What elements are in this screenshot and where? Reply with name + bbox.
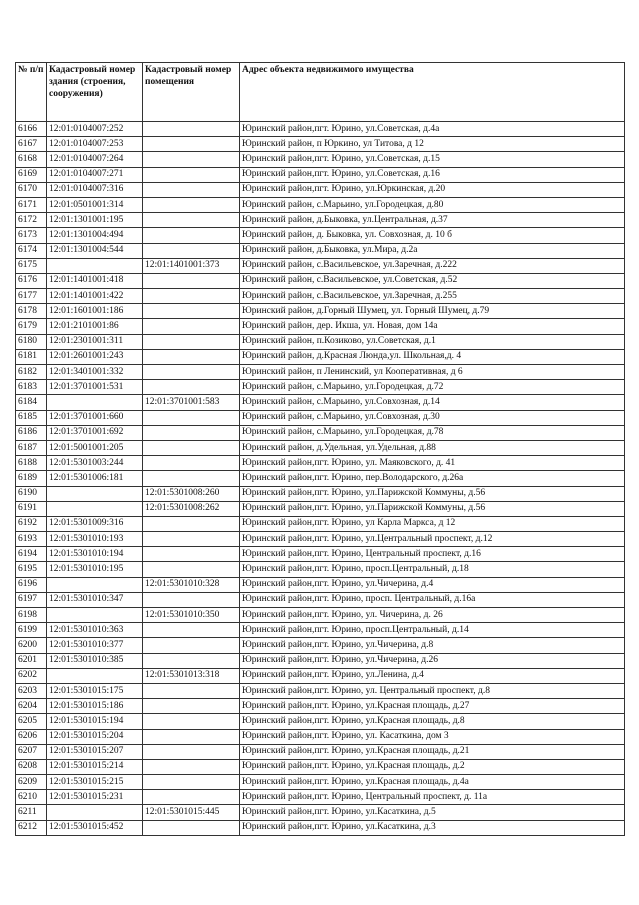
building-cadastral-number: 12:01:5301010:347 — [47, 592, 143, 607]
row-number: 6201 — [16, 653, 47, 668]
row-number: 6209 — [16, 775, 47, 790]
premises-cadastral-number: 12:01:3701001:583 — [143, 395, 240, 410]
address: Юринский район, дер. Икша, ул. Новая, дом 14а — [240, 319, 625, 334]
building-cadastral-number — [47, 805, 143, 820]
table-row — [16, 213, 625, 228]
building-cadastral-number: 12:01:3701001:660 — [47, 410, 143, 425]
table-row — [16, 532, 625, 547]
address: Юринский район,пгт. Юрино, ул.Юркинская, д.20 — [240, 182, 625, 197]
row-number: 6204 — [16, 699, 47, 714]
premises-cadastral-number — [143, 152, 240, 167]
row-number: 6185 — [16, 410, 47, 425]
address: Юринский район,пгт. Юрино, ул.Чичерина, д.4 — [240, 577, 625, 592]
table-row — [16, 486, 625, 501]
address: Юринский район,пгт. Юрино, ул.Красная площадь, д.21 — [240, 744, 625, 759]
row-number: 6211 — [16, 805, 47, 820]
address: Юринский район,пгт. Юрино, ул.Центральный проспект, д.12 — [240, 532, 625, 547]
premises-cadastral-number: 12:01:5301008:262 — [143, 501, 240, 516]
premises-cadastral-number — [143, 456, 240, 471]
address: Юринский район, п.Козиково, ул.Советская, д.1 — [240, 334, 625, 349]
table-row — [16, 516, 625, 531]
premises-cadastral-number — [143, 228, 240, 243]
premises-cadastral-number: 12:01:5301008:260 — [143, 486, 240, 501]
premises-cadastral-number: 12:01:1401001:373 — [143, 258, 240, 273]
row-number: 6189 — [16, 471, 47, 486]
premises-cadastral-number: 12:01:5301010:328 — [143, 577, 240, 592]
address: Юринский район,пгт. Юрино, ул.Красная площадь, д.4а — [240, 775, 625, 790]
address: Юринский район,пгт. Юрино, Центральный проспект, д. 11а — [240, 790, 625, 805]
row-number: 6210 — [16, 790, 47, 805]
building-cadastral-number: 12:01:5301003:244 — [47, 456, 143, 471]
address: Юринский район, д.Красная Люнда,ул. Школьная,д. 4 — [240, 349, 625, 364]
premises-cadastral-number — [143, 122, 240, 137]
table-row — [16, 608, 625, 623]
premises-cadastral-number — [143, 365, 240, 380]
premises-cadastral-number — [143, 349, 240, 364]
building-cadastral-number: 12:01:5301009:316 — [47, 516, 143, 531]
table-row — [16, 699, 625, 714]
row-number: 6193 — [16, 532, 47, 547]
building-cadastral-number: 12:01:1301004:494 — [47, 228, 143, 243]
row-number: 6199 — [16, 623, 47, 638]
table-row — [16, 167, 625, 182]
premises-cadastral-number — [143, 699, 240, 714]
header-address: Адрес объекта недвижимого имущества — [240, 63, 625, 122]
table-row — [16, 349, 625, 364]
premises-cadastral-number — [143, 273, 240, 288]
address: Юринский район,пгт. Юрино, Центральный проспект, д.16 — [240, 547, 625, 562]
row-number: 6191 — [16, 501, 47, 516]
table-row — [16, 258, 625, 273]
table-row — [16, 380, 625, 395]
row-number: 6184 — [16, 395, 47, 410]
address: Юринский район, п Юркино, ул Титова, д 12 — [240, 137, 625, 152]
address: Юринский район,пгт. Юрино, просп. Центральный, д.16а — [240, 592, 625, 607]
address: Юринский район, д.Быковка, ул.Мира, д.2а — [240, 243, 625, 258]
premises-cadastral-number — [143, 197, 240, 212]
table-row — [16, 289, 625, 304]
building-cadastral-number: 12:01:5301015:231 — [47, 790, 143, 805]
address: Юринский район, д.Горный Шумец, ул. Горный Шумец, д.79 — [240, 304, 625, 319]
table-row — [16, 395, 625, 410]
address: Юринский район,пгт. Юрино, ул. Центральный проспект, д.8 — [240, 683, 625, 698]
building-cadastral-number: 12:01:5301006:181 — [47, 471, 143, 486]
row-number: 6197 — [16, 592, 47, 607]
premises-cadastral-number — [143, 820, 240, 835]
table-row — [16, 243, 625, 258]
building-cadastral-number: 12:01:5301010:195 — [47, 562, 143, 577]
table-row — [16, 714, 625, 729]
address: Юринский район,пгт. Юрино, ул.Советская, д.4а — [240, 122, 625, 137]
row-number: 6180 — [16, 334, 47, 349]
premises-cadastral-number — [143, 440, 240, 455]
address: Юринский район, с.Васильевское, ул.Заречная, д.255 — [240, 289, 625, 304]
address: Юринский район, с.Марьино, ул.Городецкая, д.78 — [240, 425, 625, 440]
building-cadastral-number — [47, 668, 143, 683]
building-cadastral-number: 12:01:5301015:194 — [47, 714, 143, 729]
premises-cadastral-number — [143, 213, 240, 228]
property-table — [15, 62, 625, 836]
row-number: 6166 — [16, 122, 47, 137]
row-number: 6168 — [16, 152, 47, 167]
building-cadastral-number — [47, 608, 143, 623]
premises-cadastral-number — [143, 547, 240, 562]
table-row — [16, 744, 625, 759]
address: Юринский район,пгт. Юрино, ул.Касаткина, д.3 — [240, 820, 625, 835]
building-cadastral-number: 12:01:0104007:316 — [47, 182, 143, 197]
premises-cadastral-number: 12:01:5301010:350 — [143, 608, 240, 623]
address: Юринский район,пгт. Юрино, ул.Ленина, д.4 — [240, 668, 625, 683]
building-cadastral-number: 12:01:5301015:175 — [47, 683, 143, 698]
address: Юринский район,пгт. Юрино, ул. Чичерина, д. 26 — [240, 608, 625, 623]
building-cadastral-number: 12:01:1601001:186 — [47, 304, 143, 319]
address: Юринский район, п Ленинский, ул Кооперативная, д 6 — [240, 365, 625, 380]
table-row — [16, 365, 625, 380]
row-number: 6198 — [16, 608, 47, 623]
row-number: 6173 — [16, 228, 47, 243]
table-row — [16, 182, 625, 197]
row-number: 6171 — [16, 197, 47, 212]
premises-cadastral-number — [143, 790, 240, 805]
row-number: 6203 — [16, 683, 47, 698]
building-cadastral-number: 12:01:5301015:207 — [47, 744, 143, 759]
table-row — [16, 547, 625, 562]
table-row — [16, 440, 625, 455]
row-number: 6186 — [16, 425, 47, 440]
address: Юринский район,пгт. Юрино, ул.Советская, д.16 — [240, 167, 625, 182]
premises-cadastral-number — [143, 137, 240, 152]
row-number: 6174 — [16, 243, 47, 258]
table-row — [16, 775, 625, 790]
row-number: 6176 — [16, 273, 47, 288]
address: Юринский район,пгт. Юрино, пер.Володарского, д.26а — [240, 471, 625, 486]
building-cadastral-number — [47, 486, 143, 501]
table-body — [16, 122, 625, 836]
address: Юринский район,пгт. Юрино, просп.Центральный, д.14 — [240, 623, 625, 638]
row-number: 6206 — [16, 729, 47, 744]
building-cadastral-number: 12:01:3701001:692 — [47, 425, 143, 440]
building-cadastral-number: 12:01:1401001:418 — [47, 273, 143, 288]
building-cadastral-number — [47, 501, 143, 516]
premises-cadastral-number — [143, 775, 240, 790]
row-number: 6205 — [16, 714, 47, 729]
table-row — [16, 425, 625, 440]
premises-cadastral-number — [143, 516, 240, 531]
row-number: 6187 — [16, 440, 47, 455]
address: Юринский район,пгт. Юрино, ул.Чичерина, д.8 — [240, 638, 625, 653]
address: Юринский район,пгт. Юрино, ул.Парижской Коммуны, д.56 — [240, 486, 625, 501]
row-number: 6207 — [16, 744, 47, 759]
table-row — [16, 304, 625, 319]
building-cadastral-number — [47, 577, 143, 592]
premises-cadastral-number — [143, 759, 240, 774]
building-cadastral-number — [47, 258, 143, 273]
row-number: 6190 — [16, 486, 47, 501]
premises-cadastral-number — [143, 319, 240, 334]
row-number: 6170 — [16, 182, 47, 197]
address: Юринский район, с.Марьино, ул.Городецкая, д.80 — [240, 197, 625, 212]
premises-cadastral-number — [143, 289, 240, 304]
building-cadastral-number: 12:01:2301001:311 — [47, 334, 143, 349]
address: Юринский район, д.Быковка, ул.Центральная, д.37 — [240, 213, 625, 228]
premises-cadastral-number — [143, 714, 240, 729]
building-cadastral-number: 12:01:5301015:215 — [47, 775, 143, 790]
address: Юринский район,пгт. Юрино, ул.Советская, д.15 — [240, 152, 625, 167]
row-number: 6177 — [16, 289, 47, 304]
premises-cadastral-number — [143, 744, 240, 759]
table-row — [16, 562, 625, 577]
building-cadastral-number: 12:01:5301015:452 — [47, 820, 143, 835]
building-cadastral-number: 12:01:5301015:204 — [47, 729, 143, 744]
row-number: 6182 — [16, 365, 47, 380]
table-row — [16, 501, 625, 516]
row-number: 6202 — [16, 668, 47, 683]
row-number: 6194 — [16, 547, 47, 562]
row-number: 6188 — [16, 456, 47, 471]
building-cadastral-number: 12:01:0104007:264 — [47, 152, 143, 167]
row-number: 6195 — [16, 562, 47, 577]
table-row — [16, 122, 625, 137]
table-row — [16, 638, 625, 653]
row-number: 6172 — [16, 213, 47, 228]
building-cadastral-number: 12:01:0104007:252 — [47, 122, 143, 137]
building-cadastral-number: 12:01:5301015:186 — [47, 699, 143, 714]
premises-cadastral-number — [143, 410, 240, 425]
building-cadastral-number: 12:01:3401001:332 — [47, 365, 143, 380]
row-number: 6183 — [16, 380, 47, 395]
table-row — [16, 334, 625, 349]
row-number: 6169 — [16, 167, 47, 182]
premises-cadastral-number — [143, 653, 240, 668]
header-premises-cadastral: Кадастровый номер помещения — [143, 63, 240, 122]
table-row — [16, 653, 625, 668]
row-number: 6208 — [16, 759, 47, 774]
premises-cadastral-number — [143, 243, 240, 258]
building-cadastral-number: 12:01:2601001:243 — [47, 349, 143, 364]
address: Юринский район, д. Быковка, ул. Совхозная, д. 10 б — [240, 228, 625, 243]
premises-cadastral-number — [143, 304, 240, 319]
table-row — [16, 790, 625, 805]
building-cadastral-number: 12:01:3701001:531 — [47, 380, 143, 395]
row-number: 6200 — [16, 638, 47, 653]
table-row — [16, 668, 625, 683]
address: Юринский район, с.Марьино, ул.Совхозная, д.30 — [240, 410, 625, 425]
table-row — [16, 577, 625, 592]
table-row — [16, 729, 625, 744]
building-cadastral-number: 12:01:1401001:422 — [47, 289, 143, 304]
table-row — [16, 273, 625, 288]
building-cadastral-number: 12:01:5301010:385 — [47, 653, 143, 668]
premises-cadastral-number — [143, 182, 240, 197]
table-row — [16, 197, 625, 212]
address: Юринский район,пгт. Юрино, просп.Центральный, д.18 — [240, 562, 625, 577]
address: Юринский район, с.Марьино, ул.Совхозная, д.14 — [240, 395, 625, 410]
address: Юринский район, д.Удельная, ул.Удельная, д.88 — [240, 440, 625, 455]
premises-cadastral-number — [143, 425, 240, 440]
table-row — [16, 152, 625, 167]
row-number: 6192 — [16, 516, 47, 531]
table-row — [16, 319, 625, 334]
row-number: 6196 — [16, 577, 47, 592]
table-row — [16, 592, 625, 607]
building-cadastral-number: 12:01:1301004:544 — [47, 243, 143, 258]
address: Юринский район,пгт. Юрино, ул. Касаткина, дом 3 — [240, 729, 625, 744]
row-number: 6212 — [16, 820, 47, 835]
building-cadastral-number: 12:01:1301001:195 — [47, 213, 143, 228]
premises-cadastral-number: 12:01:5301015:445 — [143, 805, 240, 820]
address: Юринский район, с.Васильевское, ул.Заречная, д.222 — [240, 258, 625, 273]
header-number: № п/п — [16, 63, 47, 122]
premises-cadastral-number — [143, 167, 240, 182]
premises-cadastral-number — [143, 562, 240, 577]
table-row — [16, 820, 625, 835]
address: Юринский район,пгт. Юрино, ул.Красная площадь, д.2 — [240, 759, 625, 774]
premises-cadastral-number — [143, 380, 240, 395]
premises-cadastral-number — [143, 532, 240, 547]
building-cadastral-number: 12:01:5301010:363 — [47, 623, 143, 638]
building-cadastral-number: 12:01:5301010:194 — [47, 547, 143, 562]
table-row — [16, 623, 625, 638]
building-cadastral-number: 12:01:5301010:377 — [47, 638, 143, 653]
premises-cadastral-number — [143, 334, 240, 349]
row-number: 6181 — [16, 349, 47, 364]
row-number: 6179 — [16, 319, 47, 334]
premises-cadastral-number — [143, 623, 240, 638]
premises-cadastral-number — [143, 683, 240, 698]
table-row — [16, 759, 625, 774]
table-row — [16, 471, 625, 486]
row-number: 6175 — [16, 258, 47, 273]
premises-cadastral-number — [143, 638, 240, 653]
premises-cadastral-number — [143, 592, 240, 607]
building-cadastral-number: 12:01:2101001:86 — [47, 319, 143, 334]
building-cadastral-number — [47, 395, 143, 410]
row-number: 6167 — [16, 137, 47, 152]
address: Юринский район,пгт. Юрино, ул.Красная площадь, д.8 — [240, 714, 625, 729]
address: Юринский район,пгт. Юрино, ул.Парижской Коммуны, д.56 — [240, 501, 625, 516]
building-cadastral-number: 12:01:0104007:271 — [47, 167, 143, 182]
premises-cadastral-number — [143, 471, 240, 486]
table-row — [16, 805, 625, 820]
address: Юринский район,пгт. Юрино, ул.Чичерина, д.26 — [240, 653, 625, 668]
building-cadastral-number: 12:01:0104007:253 — [47, 137, 143, 152]
premises-cadastral-number: 12:01:5301013:318 — [143, 668, 240, 683]
document-page — [15, 62, 624, 836]
table-row — [16, 228, 625, 243]
table-header-row — [16, 63, 625, 122]
address: Юринский район,пгт. Юрино, ул.Красная площадь, д.27 — [240, 699, 625, 714]
address: Юринский район,пгт. Юрино, ул. Маяковского, д. 41 — [240, 456, 625, 471]
building-cadastral-number: 12:01:0501001:314 — [47, 197, 143, 212]
table-row — [16, 137, 625, 152]
table-row — [16, 683, 625, 698]
address: Юринский район, с.Марьино, ул.Городецкая, д.72 — [240, 380, 625, 395]
premises-cadastral-number — [143, 729, 240, 744]
table-row — [16, 410, 625, 425]
row-number: 6178 — [16, 304, 47, 319]
building-cadastral-number: 12:01:5301010:193 — [47, 532, 143, 547]
building-cadastral-number: 12:01:5301015:214 — [47, 759, 143, 774]
table-row — [16, 456, 625, 471]
building-cadastral-number: 12:01:5001001:205 — [47, 440, 143, 455]
address: Юринский район,пгт. Юрино, ул Карла Маркса, д 12 — [240, 516, 625, 531]
header-building-cadastral: Кадастровый номер здания (строения, сооружения) — [47, 63, 143, 122]
address: Юринский район, с.Васильевское, ул.Советская, д.52 — [240, 273, 625, 288]
address: Юринский район,пгт. Юрино, ул.Касаткина, д.5 — [240, 805, 625, 820]
